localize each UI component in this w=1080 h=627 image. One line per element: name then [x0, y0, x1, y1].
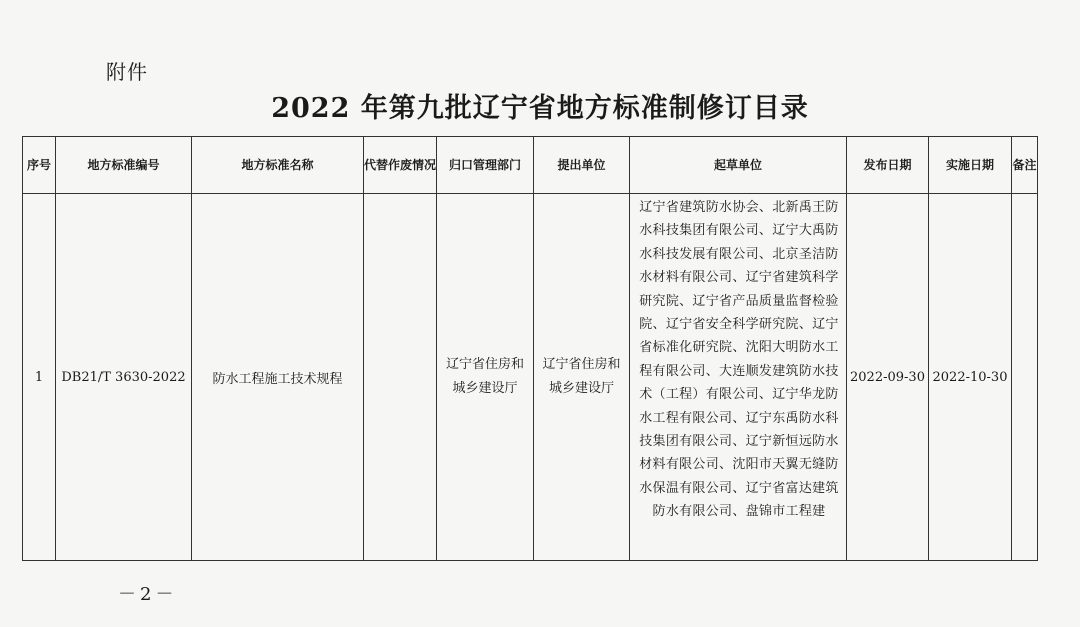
header-seq: 序号	[23, 137, 56, 194]
header-name: 地方标准名称	[192, 137, 364, 194]
header-replaces: 代替作废情况	[364, 137, 437, 194]
cell-proposer: 辽宁省住房和城乡建设厅	[534, 194, 630, 561]
standards-table	[22, 136, 1038, 561]
attachment-label: 附件	[106, 60, 148, 84]
header-proposer: 提出单位	[534, 137, 630, 194]
page-number: －2－	[118, 584, 178, 605]
table-header-row	[23, 137, 1038, 194]
cell-dept: 辽宁省住房和城乡建设厅	[437, 194, 534, 561]
page-title: 2022 年第九批辽宁省地方标准制修订目录	[271, 93, 809, 124]
cell-seq: 1	[23, 194, 56, 561]
header-effective-date: 实施日期	[929, 137, 1012, 194]
header-drafters: 起草单位	[630, 137, 847, 194]
table-row	[23, 194, 1038, 561]
drafters-text: 辽宁省建筑防水协会、北新禹王防水科技集团有限公司、辽宁大禹防水科技发展有限公司、北京圣洁防水材料有限公司、辽宁省建筑科学研究院、辽宁省产品质量监督检验院、辽宁省安全科学研究院、辽宁省标准化研究院、沈阳大明防水工程有限公司、大连顺发建筑防水技术（工程）有限公司、辽宁华龙防水工程有限公司、辽宁东禹防水科技集团有限公司、辽宁新恒远防水材料有限公司、沈阳市天翼无缝防水保温有限公司、辽宁省富达建筑防水有限公司、盘锦市工程建	[639, 200, 839, 520]
header-publish-date: 发布日期	[847, 137, 929, 194]
header-remarks: 备注	[1012, 137, 1038, 194]
cell-name: 防水工程施工技术规程	[192, 194, 364, 561]
cell-code: DB21/T 3630-2022	[56, 194, 192, 561]
cell-drafters	[630, 194, 847, 561]
cell-replaces	[364, 194, 437, 561]
cell-effective-date: 2022-10-30	[929, 194, 1012, 561]
header-code: 地方标准编号	[56, 137, 192, 194]
header-dept: 归口管理部门	[437, 137, 534, 194]
cell-publish-date: 2022-09-30	[847, 194, 929, 561]
cell-remarks	[1012, 194, 1038, 561]
